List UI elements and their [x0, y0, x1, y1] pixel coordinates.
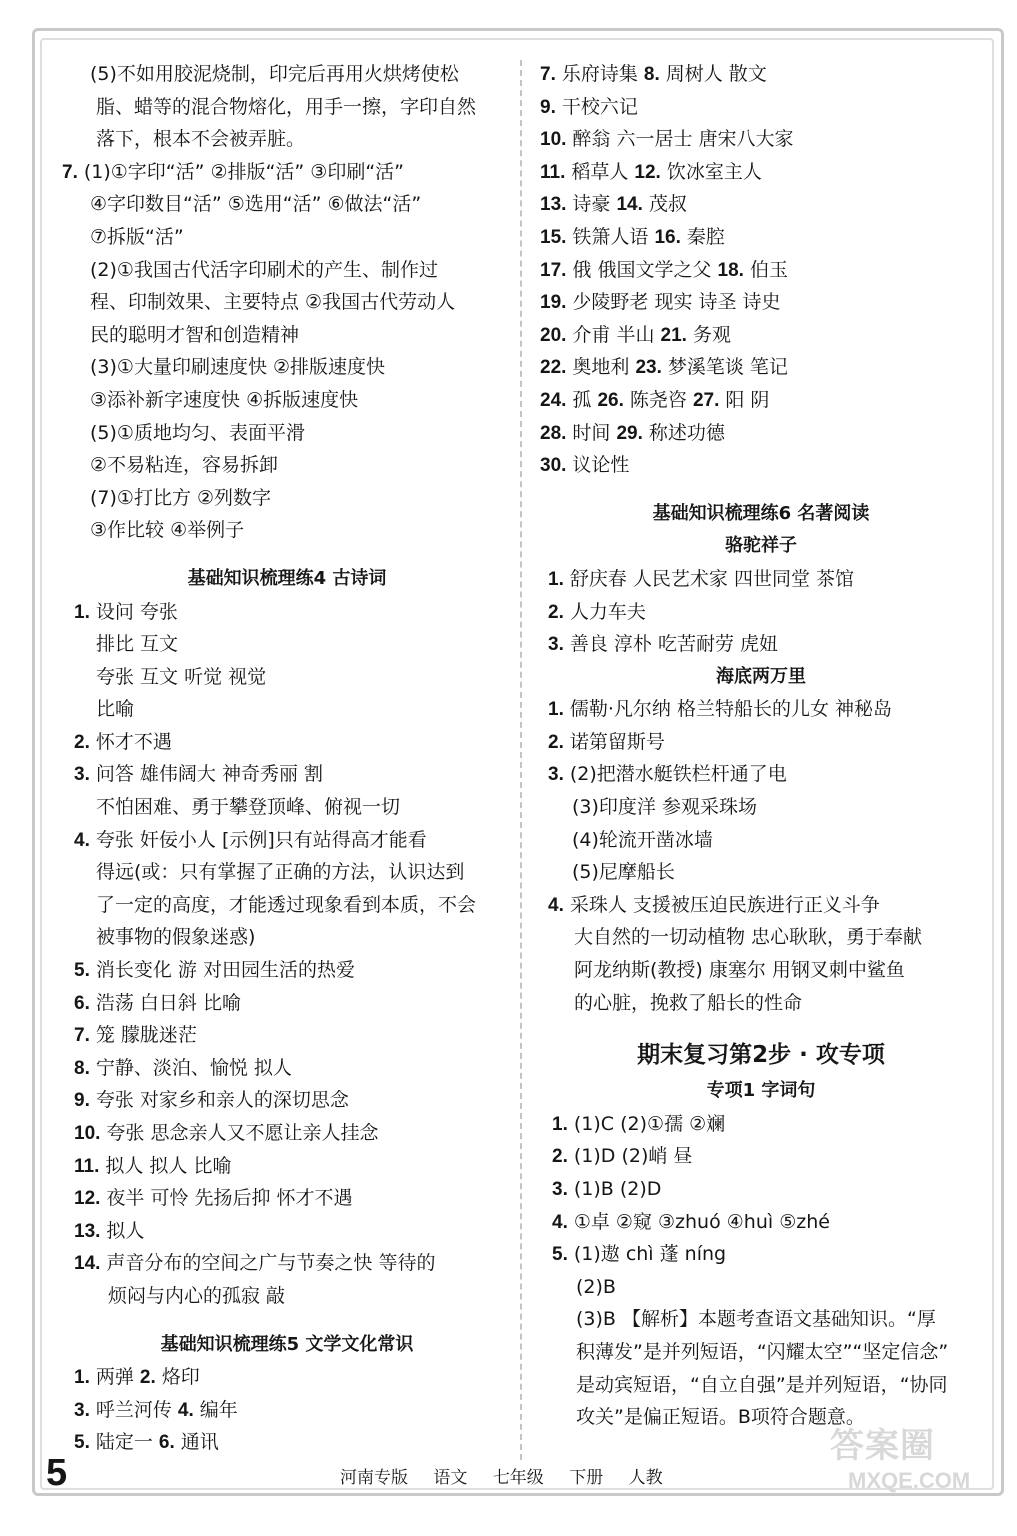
answer-text: 介甫 半山: [572, 323, 661, 346]
answer-text: 程、印制效果、主要特点 ②我国古代劳动人: [90, 291, 456, 314]
answer-text: (1)B (2)D: [573, 1178, 662, 1200]
question-number: 2.: [74, 731, 90, 753]
answer-line: [536, 156, 986, 189]
answer-text: (3)①大量印刷速度快 ②排版速度快: [90, 356, 386, 379]
question-number: 30.: [540, 455, 567, 477]
answer-line: [536, 954, 986, 987]
question-number: 14.: [616, 194, 643, 216]
answer-line: [62, 1019, 512, 1052]
answer-line: [536, 563, 986, 596]
answer-line: [536, 889, 986, 922]
answer-text: (1)C (2)①孺 ②斓: [573, 1112, 726, 1135]
question-number: 2.: [548, 731, 564, 753]
question-number: 10.: [540, 129, 567, 151]
answer-line: [536, 596, 986, 629]
question-number: 17.: [540, 259, 567, 281]
section-heading: 基础知识梳理练6 名著阅读: [652, 502, 870, 524]
answer-text: 铁箫人语: [572, 225, 655, 248]
question-number: 7.: [62, 161, 78, 183]
answer-line: [62, 596, 512, 629]
answer-line: [536, 921, 986, 954]
answer-text: 醉翁 六一居士 唐宋八大家: [572, 128, 794, 151]
right-column: [536, 58, 986, 1434]
answer-text: 陆定一: [95, 1431, 159, 1454]
question-number: 5.: [74, 960, 90, 982]
question-number: 22.: [540, 357, 567, 379]
answer-line: [62, 449, 512, 482]
answer-text: 夸张 互文 听觉 视觉: [96, 665, 267, 688]
answer-text: 夸张 奸佞小人 [示例]只有站得高才能看: [95, 828, 427, 851]
question-number: 1.: [548, 568, 564, 590]
answer-text: 人力车夫: [569, 600, 646, 623]
section-heading: 骆驼祥子: [725, 535, 797, 557]
answer-line: [536, 693, 986, 726]
answer-line: [62, 286, 512, 319]
answer-text: 周树人 散文: [665, 63, 767, 85]
answer-line: [62, 351, 512, 384]
answer-line: [62, 221, 512, 254]
answer-text: (1)遨 chì 蓬 níng: [573, 1243, 727, 1266]
answer-text: 宁静、淡泊、愉悦 拟人: [95, 1056, 292, 1079]
answer-text: (4)轮流开凿冰墙: [572, 828, 713, 851]
answer-line: [62, 1215, 512, 1248]
answer-text: 大自然的一切动植物 忠心耿耿，勇于奉献: [574, 926, 923, 949]
answer-line: [62, 1182, 512, 1215]
answer-text: 积薄发”是并列短语，“闪耀太空”“坚定信念”: [576, 1340, 949, 1363]
answer-line: [536, 123, 986, 156]
answer-text: 俄 俄国文学之父: [572, 258, 718, 281]
question-number: 6.: [158, 1432, 175, 1454]
answer-line: [536, 628, 986, 661]
answer-text: 夜半 可怜 先扬后抑 怀才不遇: [106, 1187, 353, 1210]
question-number: 19.: [540, 292, 567, 314]
answer-text: 拟人 拟人 比喻: [105, 1154, 232, 1177]
question-number: 3.: [548, 764, 564, 786]
question-number: 12.: [634, 161, 661, 183]
answer-text: 通讯: [180, 1431, 219, 1454]
answer-line: [536, 286, 986, 319]
answer-text: 茂叔: [648, 193, 687, 216]
answer-text: 编年: [199, 1398, 238, 1421]
question-number: 3.: [552, 1179, 568, 1200]
answer-text: 不怕困难、勇于攀登顶峰、俯视一切: [96, 796, 401, 819]
answer-line: [536, 758, 986, 791]
answer-text: 排比 互文: [96, 633, 179, 656]
answer-text: ①卓 ②窥 ③zhuó ④huì ⑤zhé: [573, 1210, 830, 1233]
answer-line: [536, 1271, 986, 1304]
question-number: 13.: [74, 1220, 101, 1242]
answer-text: 称述功德: [648, 421, 725, 444]
question-number: 28.: [540, 422, 567, 444]
answer-text: (3)印度洋 参观采珠场: [572, 796, 757, 819]
answer-line: [536, 1238, 986, 1271]
section-heading: 基础知识梳理练5 文学文化常识: [160, 1333, 414, 1355]
answer-line: [62, 987, 512, 1020]
answer-text: 呼兰河传: [95, 1398, 178, 1421]
answer-text: 民的聪明才智和创造精神: [90, 323, 300, 346]
answer-text: 消长变化 游 对田园生活的热爱: [95, 959, 355, 982]
question-number: 10.: [74, 1123, 101, 1144]
answer-line: [62, 628, 512, 661]
answer-text: 伯玉: [749, 258, 788, 281]
answer-line: [536, 824, 986, 857]
answer-text: 烦闷与内心的孤寂 敲: [108, 1284, 286, 1307]
answer-text: (5)①质地均匀、表面平滑: [90, 421, 305, 444]
answer-text: 阳 阴: [725, 388, 770, 411]
question-number: 8.: [643, 64, 660, 85]
question-number: 9.: [74, 1090, 90, 1112]
answer-text: ⑦拆版“活”: [90, 225, 184, 248]
answer-text: (1)①字印“活” ②排版“活” ③印刷“活”: [83, 160, 405, 183]
question-number: 20.: [540, 324, 567, 346]
answer-line: [536, 856, 986, 889]
answer-line: [62, 417, 512, 450]
question-number: 26.: [597, 389, 624, 411]
question-number: 4.: [177, 1399, 194, 1421]
answer-text: 浩荡 白日斜 比喻: [95, 991, 241, 1014]
page-number: 5: [46, 1452, 68, 1494]
question-number: 12.: [74, 1188, 101, 1210]
question-number: 7.: [540, 64, 556, 85]
answer-line: [62, 1394, 512, 1427]
question-number: 29.: [616, 422, 643, 444]
answer-text: (5)尼摩船长: [572, 861, 675, 884]
answer-line: [536, 1206, 986, 1239]
answer-line: [62, 123, 512, 156]
question-number: 2.: [548, 601, 564, 623]
chapter-heading: 期末复习第2步 · 攻专项: [637, 1042, 885, 1069]
answer-line: [62, 482, 512, 515]
question-number: 5.: [74, 1432, 90, 1454]
question-number: 3.: [74, 764, 90, 786]
answer-text: (2)把潜水艇铁栏杆通了电: [569, 763, 787, 786]
answer-line: [536, 449, 986, 482]
answer-text: 善良 淳朴 吃苦耐劳 虎妞: [569, 633, 778, 656]
answer-text: 怀才不遇: [95, 730, 172, 753]
answer-text: 得远(或：只有掌握了正确的方法，认识达到: [96, 861, 465, 884]
answer-text: (5)不如用胶泥烧制，印完后再用火烘烤使松: [90, 63, 459, 85]
section-gap: [62, 547, 512, 563]
answer-text: 陈尧咨: [629, 388, 693, 411]
answer-line: [536, 319, 986, 352]
answer-line: [536, 417, 986, 450]
answer-text: 儒勒·凡尔纳 格兰特船长的儿女 神秘岛: [569, 698, 892, 721]
footer-subject: 语文: [433, 1468, 468, 1488]
answer-line: [62, 156, 512, 189]
question-number: 13.: [540, 194, 567, 216]
answer-text: 秦腔: [686, 225, 725, 248]
answer-text: (2)B: [576, 1275, 616, 1298]
answer-text: 被事物的假象迷惑): [96, 926, 256, 949]
answer-line: [536, 91, 986, 124]
answer-text: 笼 朦胧迷茫: [95, 1024, 197, 1047]
question-number: 23.: [635, 357, 662, 379]
answer-line: [62, 726, 512, 759]
question-number: 4.: [552, 1211, 568, 1233]
answer-text: 攻关”是偏正短语。B项符合题意。: [576, 1406, 865, 1429]
answer-line: [62, 188, 512, 221]
question-number: 11.: [74, 1155, 100, 1177]
question-number: 15.: [540, 226, 567, 248]
answer-line: [62, 1052, 512, 1085]
answer-text: 问答 雄伟阔大 神奇秀丽 割: [95, 763, 323, 786]
answer-text: ③作比较 ④举例子: [90, 519, 245, 542]
question-number: 21.: [660, 324, 687, 346]
answer-line: [536, 254, 986, 287]
answer-line: [62, 514, 512, 547]
section-gap: [536, 482, 986, 498]
answer-text: 夸张 对家乡和亲人的深切思念: [95, 1089, 349, 1112]
answer-line: [62, 1150, 512, 1183]
question-number: 2.: [552, 1146, 568, 1168]
question-number: 3.: [548, 634, 564, 656]
answer-line: [62, 91, 512, 124]
answer-line: [536, 1140, 986, 1173]
answer-text: 是动宾短语，“自立自强”是并列短语，“协同: [576, 1373, 948, 1396]
answer-line: [536, 384, 986, 417]
answer-text: 设问 夸张: [95, 600, 178, 623]
answer-text: (2)①我国古代活字印刷术的产生、制作过: [90, 258, 438, 281]
section-gap: [62, 1313, 512, 1329]
answer-text: 拟人: [106, 1219, 145, 1242]
question-number: 2.: [139, 1367, 156, 1389]
answer-text: 了一定的高度，才能透过现象看到本质，不会: [96, 893, 477, 916]
answer-line: [536, 1173, 986, 1206]
answer-text: 孤: [572, 388, 598, 411]
answer-line: [62, 319, 512, 352]
answer-line: [536, 987, 986, 1020]
watermark-logo: 答案圈: [830, 1426, 935, 1466]
answer-line: [62, 384, 512, 417]
question-number: 1.: [548, 699, 564, 721]
answer-text: 落下，根本不会被弄脏。: [96, 128, 306, 151]
footer-volume: 下册: [569, 1468, 604, 1488]
answer-text: ③添补新字速度快 ④拆版速度快: [90, 388, 359, 411]
question-number: 18.: [717, 259, 744, 281]
answer-text: (1)D (2)峭 昼: [573, 1145, 693, 1168]
question-number: 4.: [548, 894, 564, 916]
answer-text: 务观: [692, 323, 731, 346]
answer-text: 诺第留斯号: [569, 730, 665, 753]
answer-text: ②不易粘连，容易拆卸: [90, 454, 279, 477]
answer-text: 少陵野老 现实 诗圣 诗史: [572, 291, 781, 314]
answer-text: ④字印数目“活” ⑤选用“活” ⑥做法“活”: [90, 193, 422, 216]
answer-text: 奥地利: [572, 356, 636, 379]
answer-line: [62, 254, 512, 287]
question-number: 24.: [540, 389, 567, 411]
footer-edition: 河南专版: [340, 1468, 408, 1488]
answer-line: [62, 921, 512, 954]
section-gap: [536, 1019, 986, 1035]
answer-line: [536, 1369, 986, 1402]
answer-text: 诗豪: [572, 193, 617, 216]
answer-text: 烙印: [161, 1366, 200, 1389]
answer-text: 干校六记: [561, 95, 638, 118]
answer-text: (7)①打比方 ②列数字: [90, 486, 272, 509]
answer-text: 饮冰室主人: [666, 160, 762, 183]
answer-text: 议论性: [572, 454, 630, 477]
answer-text: 乐府诗集: [561, 63, 644, 85]
answer-text: 的心脏，挽救了船长的性命: [574, 991, 803, 1014]
answer-line: [62, 758, 512, 791]
answer-line: [62, 1084, 512, 1117]
answer-text: 阿龙纳斯(教授) 康塞尔 用钢叉刺中鲨鱼: [574, 959, 905, 982]
question-number: 4.: [74, 829, 90, 851]
answer-text: 夸张 思念亲人又不愿让亲人挂念: [106, 1122, 379, 1144]
answer-line: [536, 1303, 986, 1336]
answer-text: 稻草人: [571, 160, 635, 183]
answer-line: [62, 693, 512, 726]
answer-text: 采珠人 支援被压迫民族进行正义斗争: [569, 893, 880, 916]
column-divider: [520, 60, 522, 1460]
footer-publisher: 人教: [628, 1468, 663, 1488]
answer-line: [62, 856, 512, 889]
answer-line: [536, 791, 986, 824]
answer-line: [62, 1247, 512, 1280]
answer-line: [536, 221, 986, 254]
question-number: 6.: [74, 992, 90, 1014]
answer-text: 脂、蜡等的混合物熔化，用手一擦，字印自然: [96, 95, 477, 118]
answer-line: [62, 58, 512, 91]
watermark-url: MXQE.COM: [848, 1468, 971, 1493]
answer-text: 梦溪笔谈 笔记: [667, 356, 788, 379]
answer-line: [62, 791, 512, 824]
answer-line: [536, 188, 986, 221]
answer-line: [536, 351, 986, 384]
answer-line: [536, 1336, 986, 1369]
question-number: 9.: [540, 96, 556, 118]
answer-line: [62, 889, 512, 922]
answer-text: 两弹: [95, 1366, 140, 1389]
answer-text: (3)B 【解析】本题考查语文基础知识。“厚: [576, 1308, 936, 1331]
answer-line: [62, 954, 512, 987]
answer-line: [62, 1426, 512, 1459]
question-number: 14.: [74, 1253, 101, 1275]
question-number: 1.: [74, 601, 90, 623]
answer-text: 舒庆春 人民艺术家 四世同堂 茶馆: [569, 567, 854, 590]
left-column: [62, 58, 512, 1459]
question-number: 1.: [552, 1113, 568, 1135]
question-number: 27.: [692, 389, 720, 411]
section-heading: 基础知识梳理练4 古诗词: [187, 567, 387, 589]
question-number: 7.: [74, 1025, 90, 1047]
question-number: 8.: [74, 1057, 90, 1079]
question-number: 5.: [552, 1244, 568, 1266]
question-number: 11.: [540, 161, 566, 183]
section-heading: 海底两万里: [716, 665, 806, 687]
answer-line: [62, 1361, 512, 1394]
section-heading: 专项1 字词句: [706, 1080, 816, 1102]
answer-line: [536, 58, 986, 91]
answer-text: 声音分布的空间之广与节奏之快 等待的: [106, 1252, 436, 1275]
question-number: 1.: [74, 1367, 90, 1389]
answer-line: [536, 726, 986, 759]
question-number: 3.: [74, 1399, 90, 1421]
answer-line: [62, 824, 512, 857]
answer-line: [62, 1280, 512, 1313]
footer: [340, 1463, 683, 1488]
answer-text: 比喻: [96, 698, 135, 721]
question-number: 16.: [654, 226, 681, 248]
footer-grade: 七年级: [492, 1468, 544, 1488]
answer-text: 时间: [572, 421, 617, 444]
answer-line: [62, 661, 512, 694]
answer-line: [62, 1117, 512, 1150]
answer-line: [536, 1108, 986, 1141]
